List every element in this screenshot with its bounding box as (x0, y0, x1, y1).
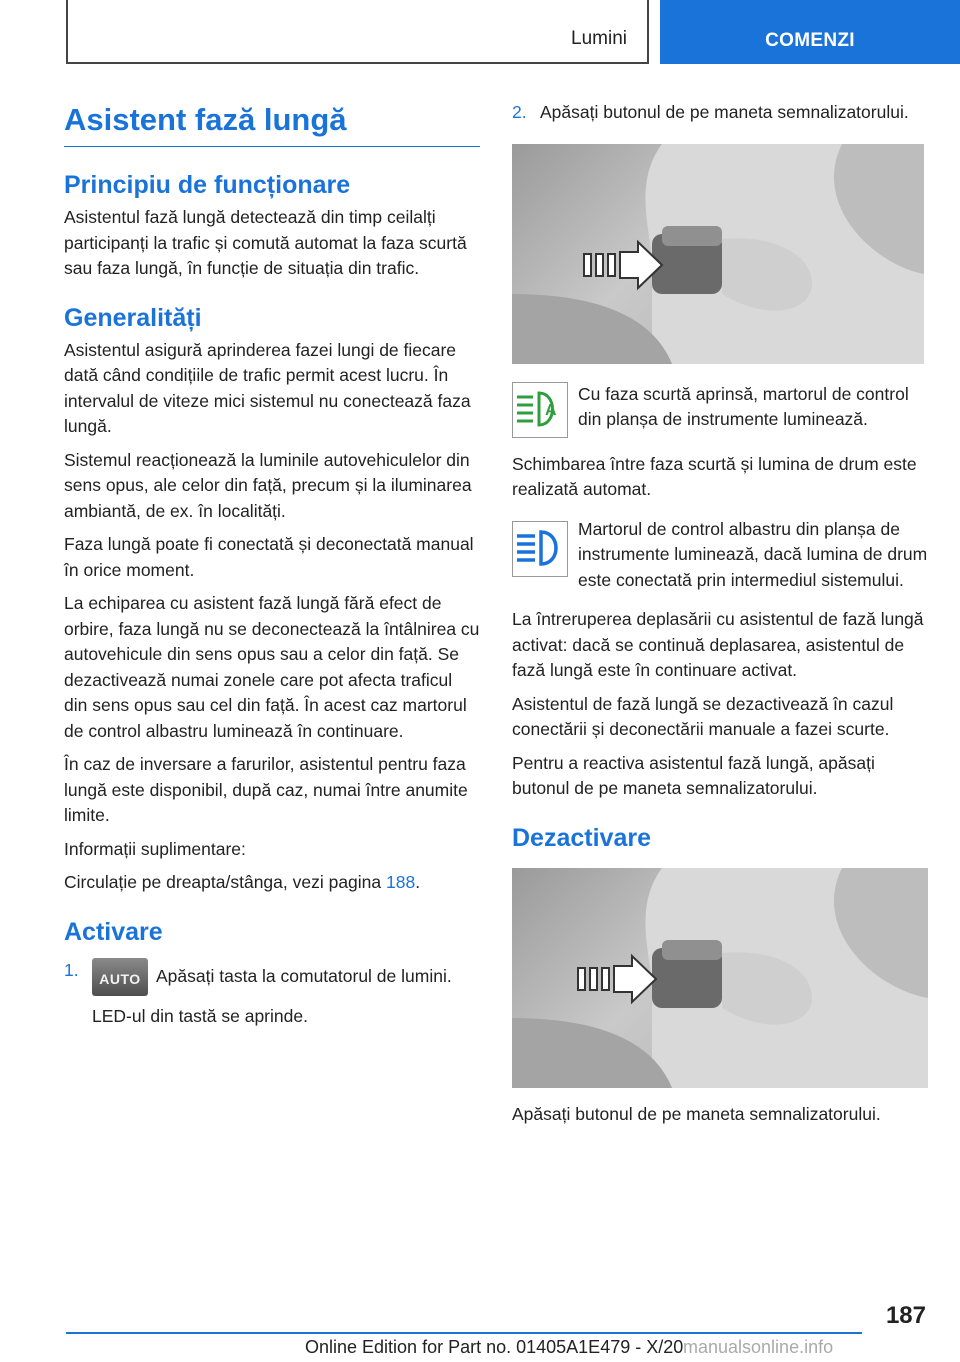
paragraph-interrupt: La întreruperea deplasării cu asistentul de fază lungă activat: dacă se continuă deplasarea, asistentul de fază lungă este în continuare activat. (512, 609, 924, 680)
auto-button-icon (92, 958, 148, 996)
heading-principle: Principiu de funcționare (64, 171, 351, 199)
high-beam-assistant-green-icon (512, 382, 568, 438)
high-beam-blue-icon (512, 521, 568, 577)
heading-activate: Activare (64, 917, 163, 946)
header-chapter-tab[interactable] (660, 0, 960, 64)
lever-illustration-2 (512, 868, 928, 1088)
header-section-label: Lumini (571, 28, 627, 49)
paragraph-general-2: Sistemul reacționează la luminile autovehiculelor din sens opus, ale celor din față, precum și la iluminarea ambiantă, de ex. în localități. (64, 449, 472, 521)
heading-deactivate: Dezactivare (512, 823, 651, 852)
turn-signal-lever-photo-2 (512, 868, 928, 1088)
header-chapter-label: COMENZI (765, 30, 855, 51)
paragraph-switch: Schimbarea între faza scurtă și lumina de drum este realizată automat. (512, 453, 917, 499)
step-1-text-wrap (92, 958, 480, 996)
header-section-box (66, 0, 649, 64)
paragraph-info: Informații suplimentare: (64, 838, 246, 859)
reference-end: . (415, 872, 421, 892)
indicator-blue-text: Martorul de control albastru din planșa de instrumente luminează, dacă lumina de drum este conectată prin intermediul sistemului. (578, 518, 928, 590)
paragraph-deactivate-manual: Asistentul de fază lungă se dezactivează în cazul conectării și deconectării manuale a fazei scurte. (512, 693, 894, 739)
paragraph-principle: Asistentul fază lungă detectează din timp ceilalți participanți la trafic și comută automat la faza scurtă sau faza lungă, în funcție de situația din trafic. (64, 207, 467, 278)
paragraph-general-3: Faza lungă poate fi conectată și deconectată manual în orice moment. (64, 534, 474, 580)
paragraph-general-1: Asistentul asigură aprinderea fazei lungi de fiecare dată când condițiile de trafic permit acest lucru. În intervalul de viteze mici sistemul nu conectează faza lungă. (64, 339, 471, 436)
step-2-text: Apăsați butonul de pe maneta semnalizatorului. (540, 102, 909, 122)
footer-divider (66, 1332, 862, 1334)
step-1-number: 1. (64, 959, 79, 980)
indicator-block-blue (512, 517, 928, 594)
lever-illustration-1 (512, 144, 924, 364)
page-reference-link[interactable]: 188 (386, 872, 416, 892)
auto-button-label: AUTO (99, 970, 141, 987)
footer-watermark: manualsonline.info (683, 1337, 834, 1357)
step-1 (64, 958, 480, 1030)
footer-edition: Online Edition for Part no. 01405A1E479 - X/20 (305, 1337, 684, 1357)
right-column (512, 100, 928, 1127)
turn-signal-lever-photo-1 (512, 144, 924, 364)
step-2-number: 2. (512, 102, 527, 122)
paragraph-general-5: În caz de inversare a farurilor, asistentul pentru faza lungă este disponibil, după caz, numai între anumite limite. (64, 754, 468, 825)
step-1-sub: LED-ul din tastă se aprinde. (92, 1005, 308, 1026)
paragraph-reference (64, 870, 480, 896)
page-title: Asistent fază lungă (64, 100, 480, 147)
page-number: 187 (885, 1302, 926, 1329)
paragraph-reactivate: Pentru a reactiva asistentul fază lungă, apăsați butonul de pe maneta semnalizatorului. (512, 752, 875, 798)
heading-general: Generalități (64, 303, 202, 332)
step-2 (512, 100, 928, 126)
paragraph-final: Apăsați butonul de pe maneta semnalizatorului. (512, 1103, 881, 1124)
reference-text: Circulație pe dreapta/stânga, vezi pagina (64, 872, 387, 892)
indicator-green-text: Cu faza scurtă aprinsă, martorul de control din planșa de instrumente luminează. (578, 383, 909, 429)
left-column (64, 100, 480, 1029)
paragraph-general-4: La echiparea cu asistent fază lungă fără efect de orbire, faza lungă nu se deconectează la întâlnirea cu autovehicule din sens opus sau a celor din față. Se dezactivează numai zonele care pot afecta traficul din sens opus sau cel din față. În acest caz martorul de control albastru luminează în continuare. (64, 593, 480, 741)
svg-text:A: A (545, 401, 557, 419)
step-1-text: Apăsați tasta la comutatorul de lumini. (156, 965, 452, 986)
indicator-row-green (512, 382, 928, 438)
